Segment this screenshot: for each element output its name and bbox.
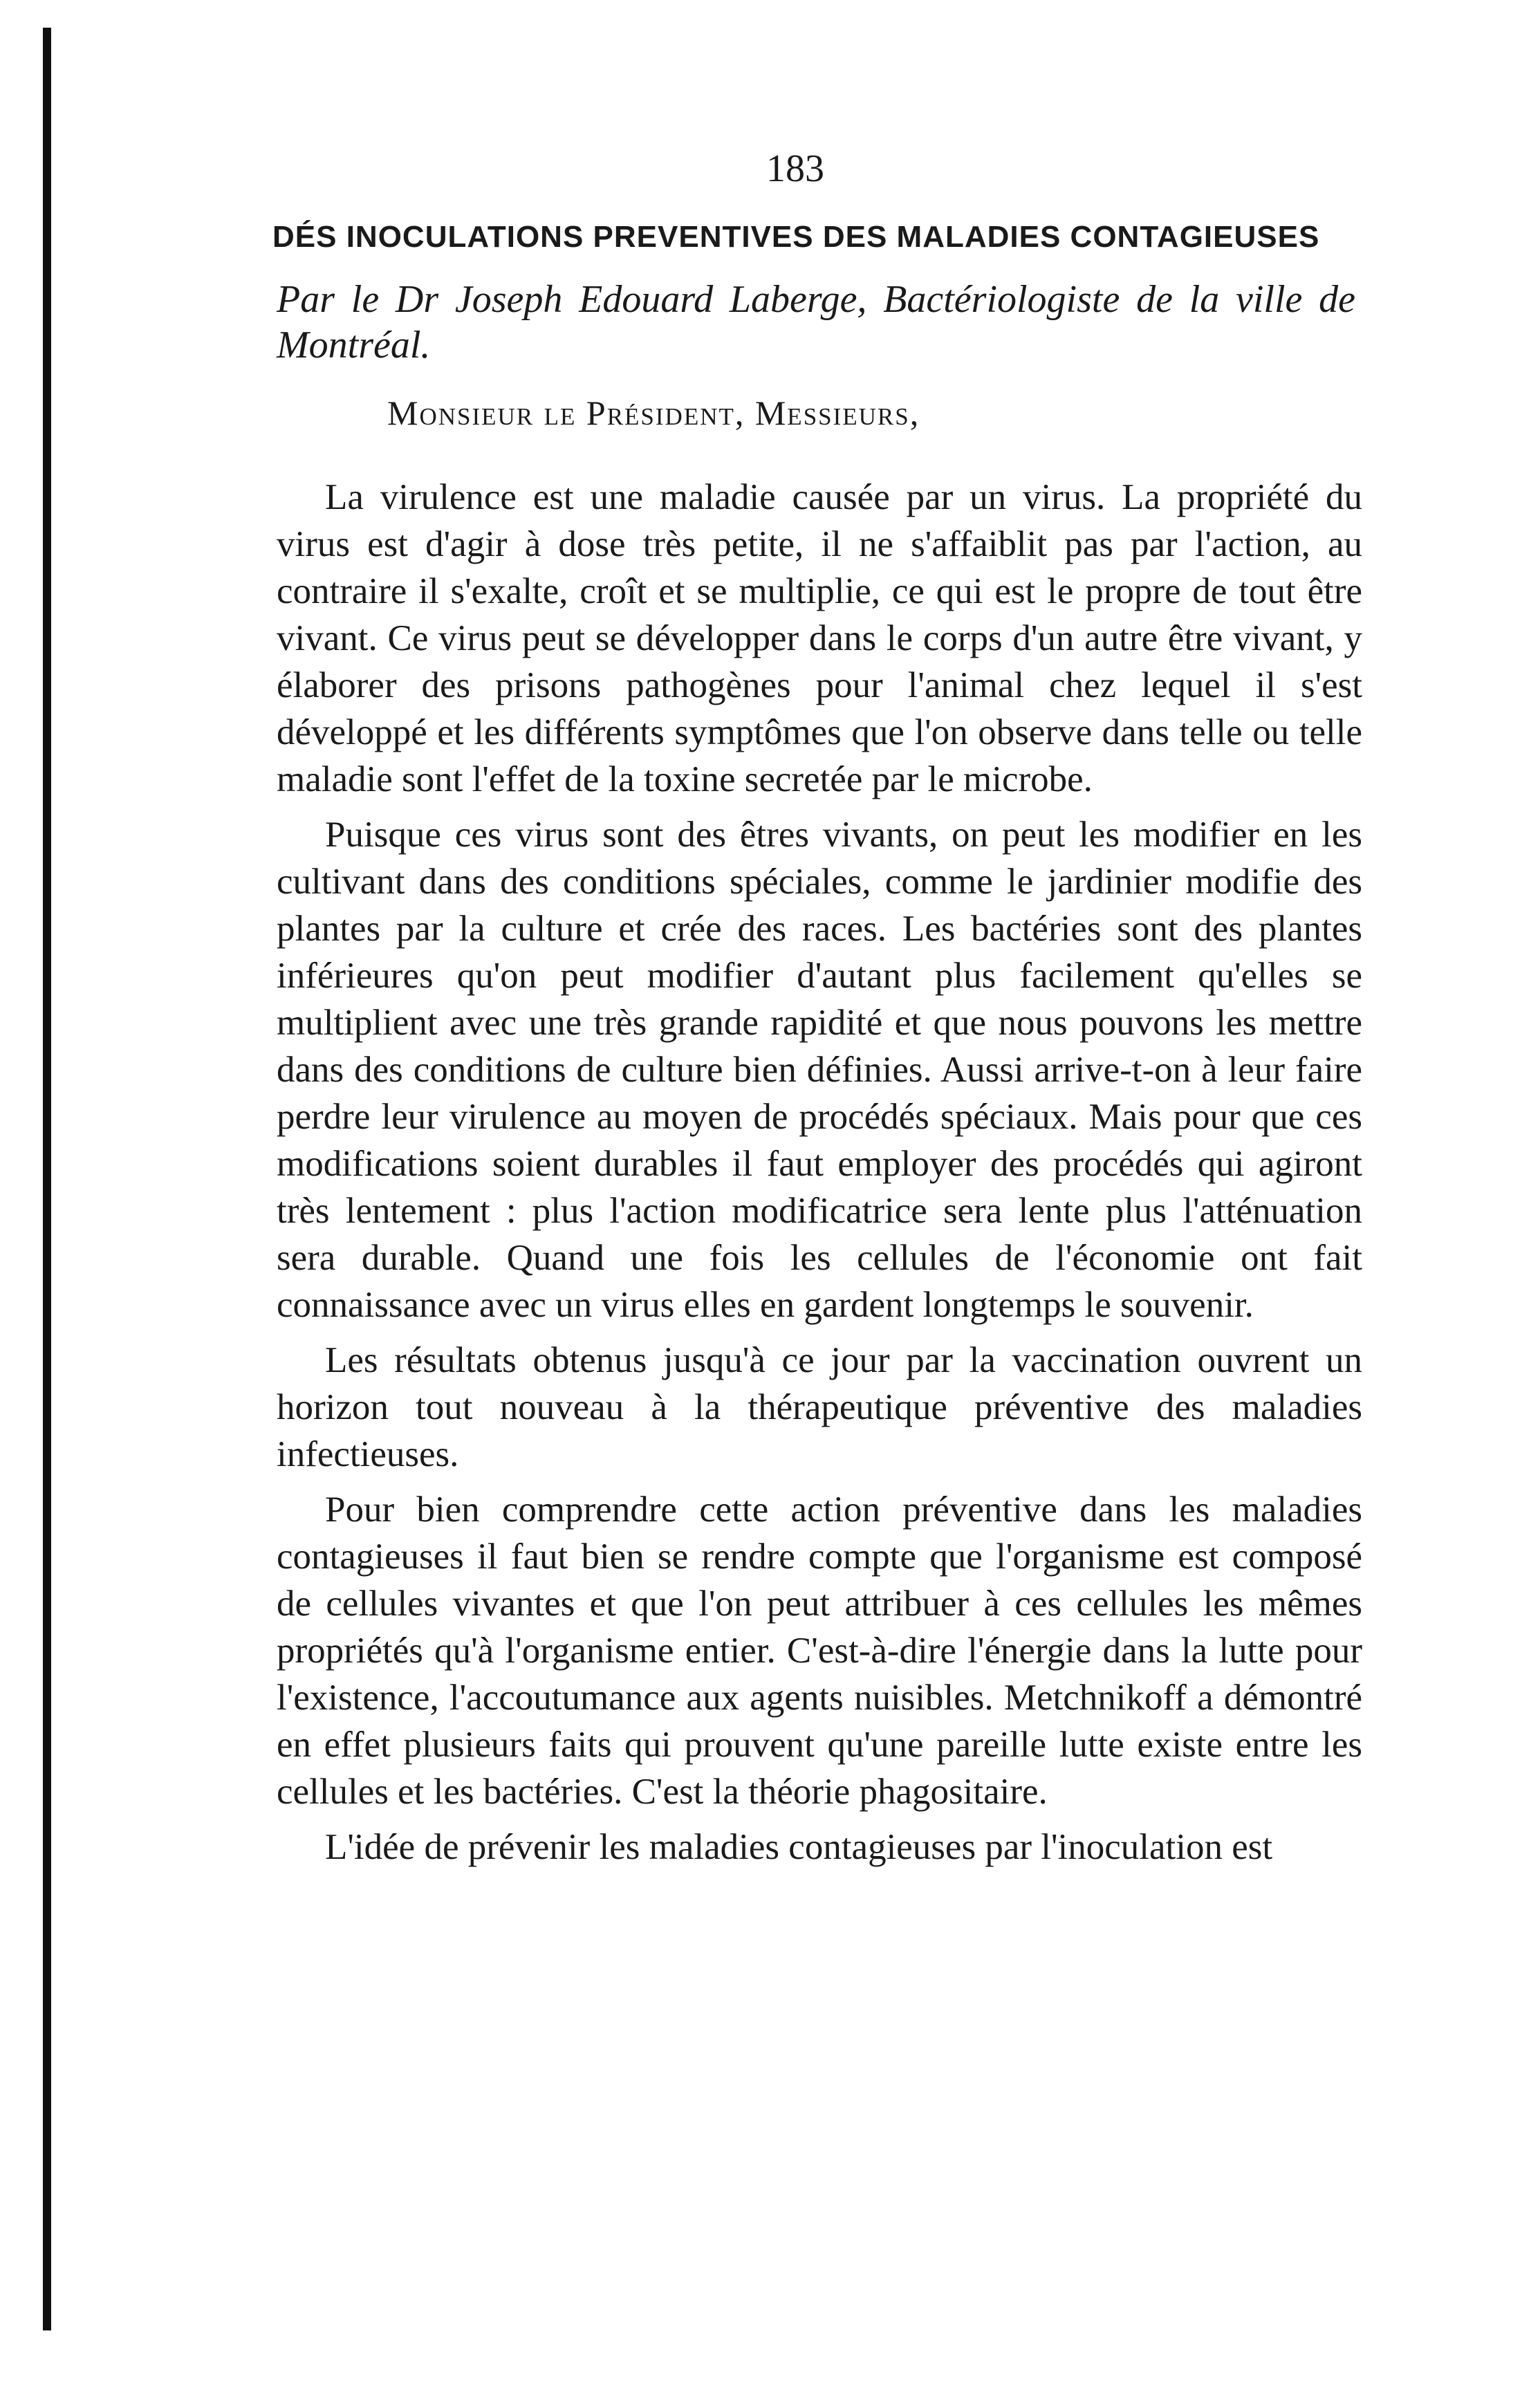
paragraph-3: Les résultats obtenus jusqu'à ce jour par la vaccination ouvrent un horizon tout nouveau à la thérapeutique préventive des maladies infectieuses. <box>277 1340 1362 1474</box>
paragraph-1: La virulence est une maladie causée par un virus. La propriété du virus est d'agir à dose très petite, il ne s'affaiblit pas par l'action, au contraire il s'exalte, croît et se multiplie, ce qui est le propre de tout être vivant. Ce virus peut se développer dans le corps d'un autre être vivant, y élaborer des prisons pathogènes pour l'animal chez lequel il s'est développé et les différents symptômes que l'on observe dans telle ou telle maladie sont l'effet de la toxine secretée par le microbe. <box>277 477 1362 799</box>
salutation: Monsieur le Président, Messieurs, <box>387 393 920 432</box>
author-byline: Par le Dr Joseph Edouard Laberge, Bactériologiste de la ville de Montréal. <box>277 278 1355 367</box>
paragraph-4: Pour bien comprendre cette action préventive dans les maladies contagieuses il faut bien se rendre compte que l'organisme est composé de cellules vivantes et que l'on peut attribuer à ces cellules les mêmes propriétés qu'à l'organisme entier. C'est-à-dire l'énergie dans la lutte pour l'existence, l'accoutumance aux agents nuisibles. Metchnikoff a démontré en effet plusieurs faits qui prouvent qu'une pareille lutte existe entre les cellules et les bactéries. C'est la théorie phagositaire. <box>277 1490 1362 1812</box>
paragraph-5: L'idée de prévenir les maladies contagieuses par l'inoculation est <box>325 1827 1273 1867</box>
page-number: 183 <box>766 147 824 190</box>
article-title: DÉS INOCULATIONS PREVENTIVES DES MALADIES CONTAGIEUSES <box>272 220 1320 254</box>
article-body <box>277 474 1362 1879</box>
paragraph-2: Puisque ces virus sont des êtres vivants, on peut les modifier en les cultivant dans des conditions spéciales, comme le jardinier modifie des plantes par la culture et crée des races. Les bactéries sont des plantes inférieures qu'on peut modifier d'autant plus facilement qu'elles se multiplient avec une très grande rapidité et que nous pouvons les mettre dans des conditions de culture bien définies. Aussi arrive-t-on à leur faire perdre leur virulence au moyen de procédés spéciaux. Mais pour que ces modifications soient durables il faut employer des procédés qui agiront très lentement : plus l'action modificatrice sera lente plus l'atténuation sera durable. Quand une fois les cellules de l'économie ont fait connaissance avec un virus elles en gardent longtemps le souvenir. <box>277 815 1362 1325</box>
scan-margin-rule <box>43 28 51 2330</box>
